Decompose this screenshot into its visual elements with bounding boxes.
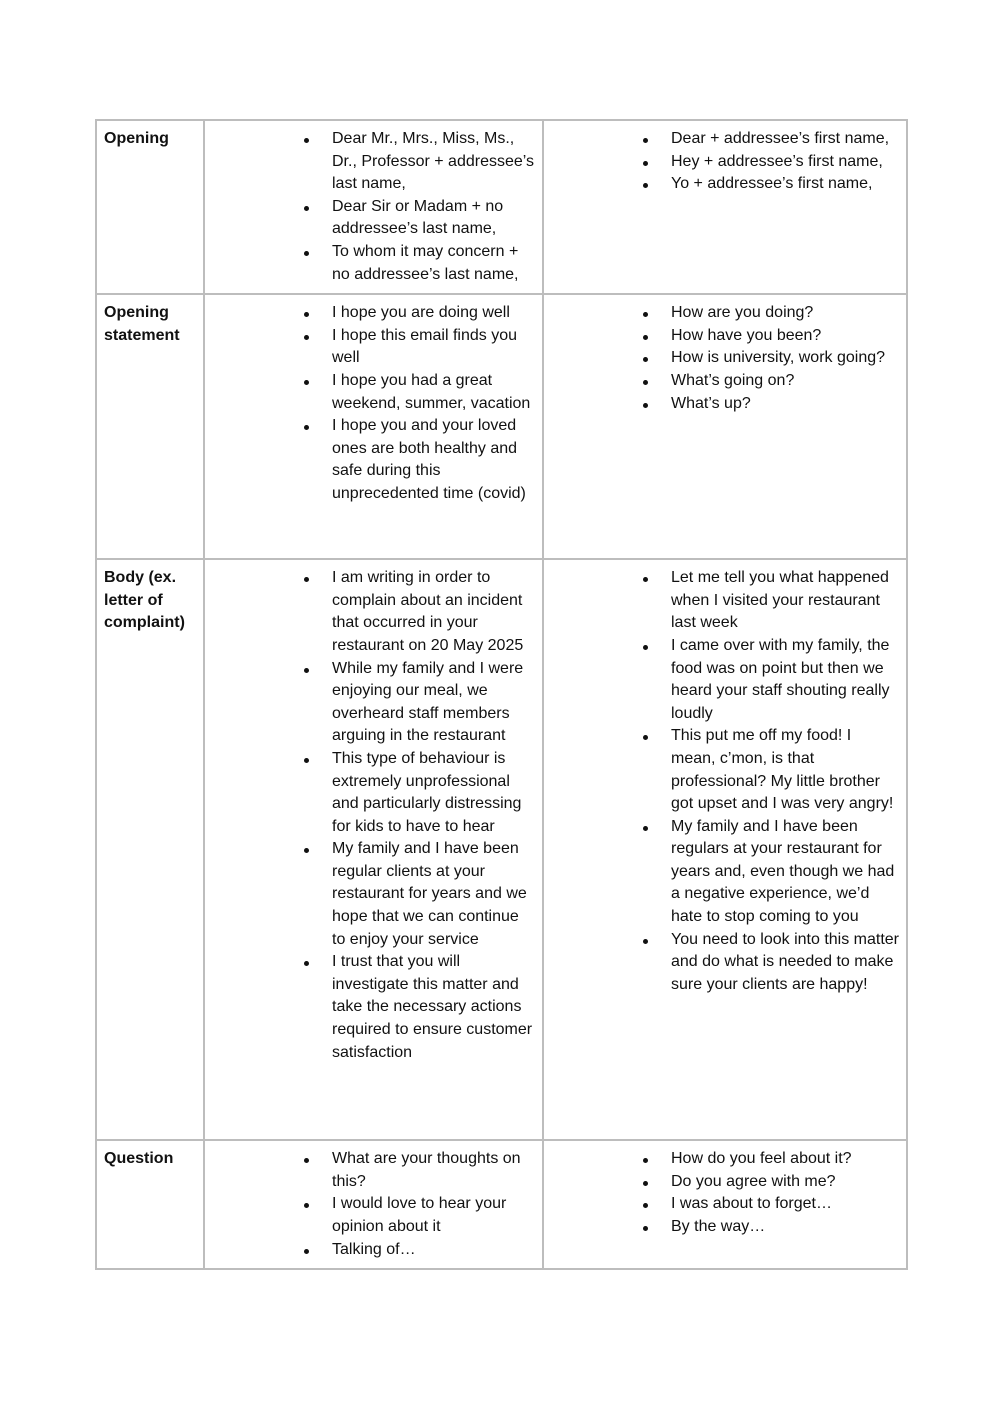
formal-phrases-cell <box>204 1140 543 1269</box>
informal-phrases-cell <box>543 120 907 294</box>
table-row-opening <box>96 120 907 294</box>
informal-phrases-cell <box>543 559 907 1140</box>
phrase-comparison-table <box>95 119 908 1270</box>
row-label: Opening statement <box>104 304 180 344</box>
informal-phrase-item: Dear + addressee’s first name, <box>671 128 899 151</box>
informal-phrase-item: How is university, work going? <box>671 347 899 370</box>
table-row-body <box>96 559 907 1140</box>
formal-phrase-item: To whom it may concern + no addressee’s last name, <box>332 241 535 286</box>
informal-phrase-item: I was about to forget… <box>671 1193 899 1216</box>
informal-phrase-item: This put me off my food! I mean, c’mon, is that professional? My little brother got upset and I was very angry! <box>671 725 899 815</box>
informal-phrase-list <box>551 302 899 415</box>
row-label-cell <box>96 559 204 1140</box>
formal-phrase-list <box>212 302 535 505</box>
table-row-question <box>96 1140 907 1269</box>
informal-phrase-list <box>551 1148 899 1238</box>
formal-phrase-list <box>212 1148 535 1261</box>
formal-phrase-item: I hope this email finds you well <box>332 325 535 370</box>
row-label: Question <box>104 1150 174 1168</box>
formal-phrase-item: Dear Mr., Mrs., Miss, Ms., Dr., Professor + addressee’s last name, <box>332 128 535 196</box>
informal-phrase-item: Yo + addressee’s first name, <box>671 173 899 196</box>
informal-phrases-cell <box>543 294 907 559</box>
row-label-cell <box>96 1140 204 1269</box>
formal-phrase-item: I hope you had a great weekend, summer, vacation <box>332 370 535 415</box>
informal-phrase-item: I came over with my family, the food was on point but then we heard your staff shouting really loudly <box>671 635 899 725</box>
table-row-opening-statement <box>96 294 907 559</box>
informal-phrases-cell <box>543 1140 907 1269</box>
informal-phrase-item: Do you agree with me? <box>671 1171 899 1194</box>
formal-phrase-item: While my family and I were enjoying our meal, we overheard staff members arguing in the restaurant <box>332 658 535 748</box>
informal-phrase-item: By the way… <box>671 1216 899 1239</box>
formal-phrase-item: This type of behaviour is extremely unprofessional and particularly distressing for kids to have to hear <box>332 748 535 838</box>
row-label-cell <box>96 294 204 559</box>
formal-phrases-cell <box>204 294 543 559</box>
informal-phrase-item: How have you been? <box>671 325 899 348</box>
formal-phrase-list <box>212 128 535 286</box>
informal-phrase-item: Hey + addressee’s first name, <box>671 151 899 174</box>
informal-phrase-list <box>551 567 899 996</box>
informal-phrase-item: Let me tell you what happened when I visited your restaurant last week <box>671 567 899 635</box>
formal-phrase-item: I hope you and your loved ones are both healthy and safe during this unprecedented time (covid) <box>332 415 535 505</box>
formal-phrase-item: I trust that you will investigate this matter and take the necessary actions required to ensure customer satisfaction <box>332 951 535 1064</box>
row-label: Opening <box>104 130 169 147</box>
informal-phrase-item: My family and I have been regulars at your restaurant for years and, even though we had a negative experience, we’d hate to stop coming to you <box>671 816 899 929</box>
formal-phrase-item: Dear Sir or Madam + no addressee’s last name, <box>332 196 535 241</box>
row-label: Body (ex. letter of complaint) <box>104 569 185 632</box>
formal-phrase-item: My family and I have been regular clients at your restaurant for years and we hope that we can continue to enjoy your service <box>332 838 535 951</box>
formal-phrase-list <box>212 567 535 1064</box>
informal-phrase-item: What’s going on? <box>671 370 899 393</box>
informal-phrase-list <box>551 128 899 196</box>
formal-phrase-item: I would love to hear your opinion about it <box>332 1193 535 1238</box>
formal-phrases-cell <box>204 559 543 1140</box>
informal-phrase-item: What’s up? <box>671 393 899 416</box>
informal-phrase-item: How do you feel about it? <box>671 1148 899 1171</box>
formal-phrase-item: What are your thoughts on this? <box>332 1148 535 1193</box>
row-label-cell <box>96 120 204 294</box>
formal-phrase-item: Talking of… <box>332 1239 535 1262</box>
formal-phrases-cell <box>204 120 543 294</box>
informal-phrase-item: How are you doing? <box>671 302 899 325</box>
formal-phrase-item: I hope you are doing well <box>332 302 535 325</box>
informal-phrase-item: You need to look into this matter and do what is needed to make sure your clients are happy! <box>671 929 899 997</box>
formal-phrase-item: I am writing in order to complain about an incident that occurred in your restaurant on 20 May 2025 <box>332 567 535 657</box>
